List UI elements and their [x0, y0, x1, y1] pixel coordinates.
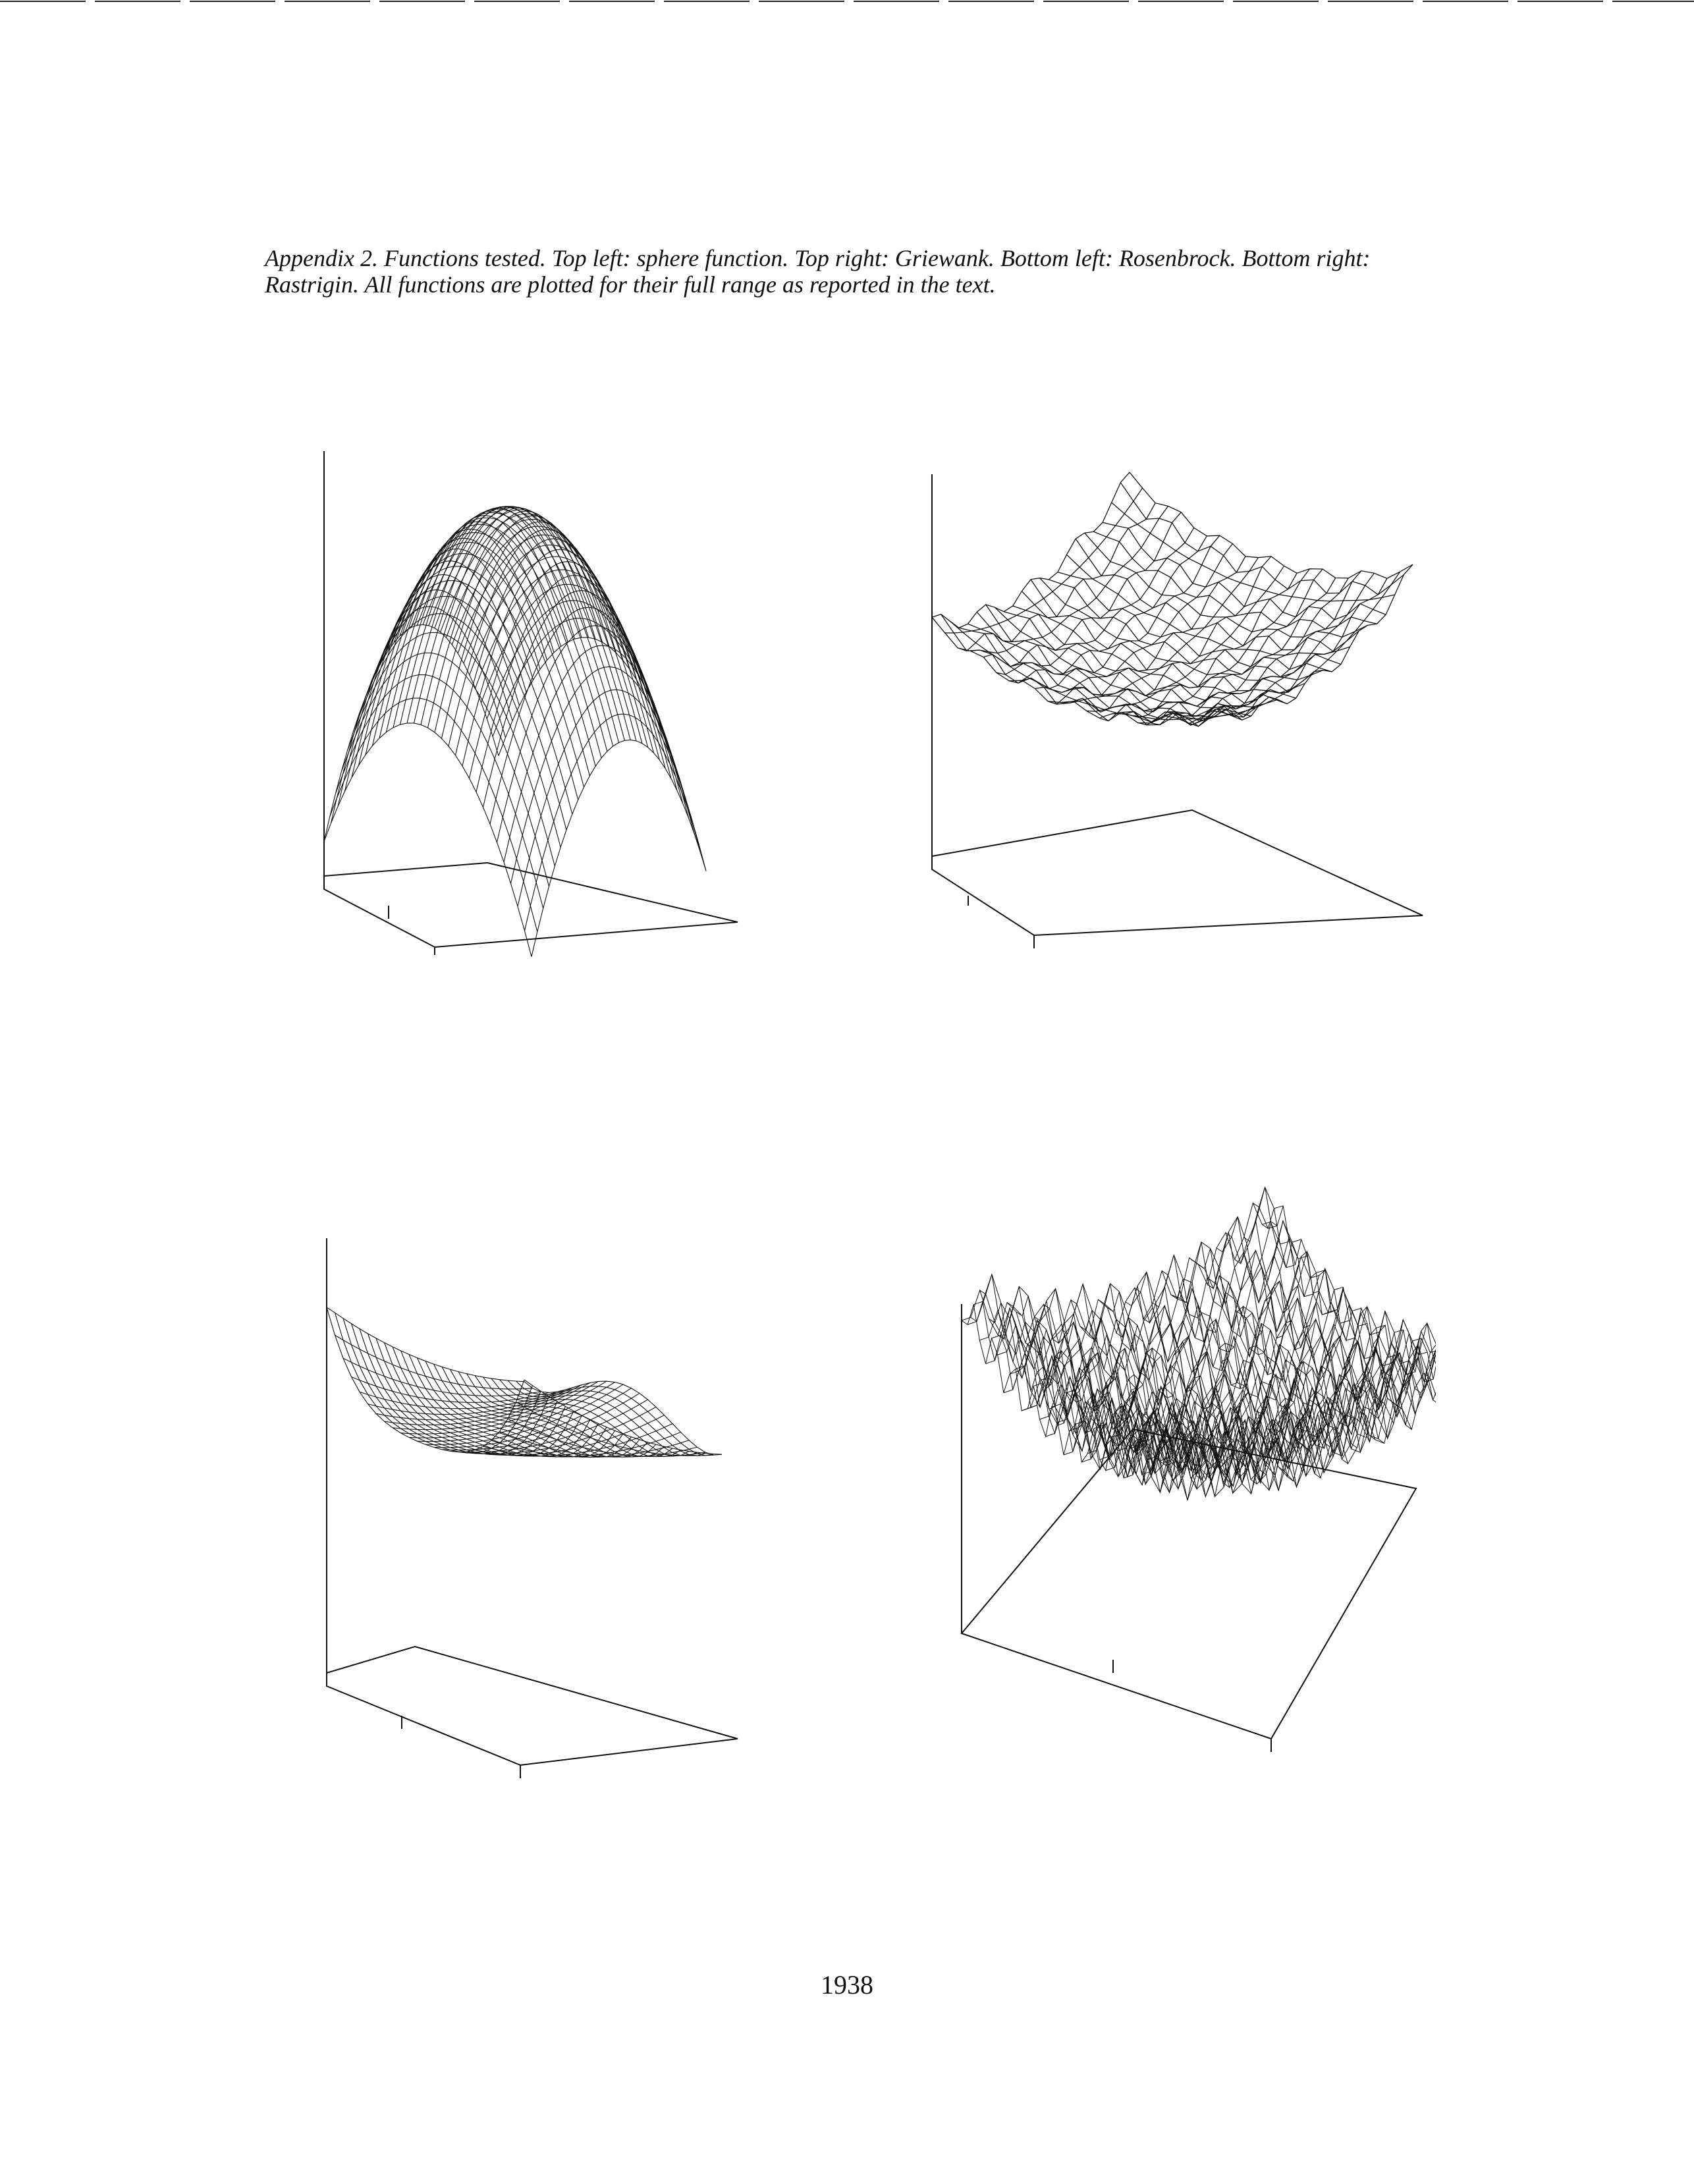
- axes-frame: [327, 1238, 738, 1778]
- mesh-line: [442, 1367, 640, 1457]
- mesh-line: [1215, 564, 1413, 720]
- mesh-line: [382, 542, 589, 776]
- mesh-line: [986, 605, 1269, 717]
- mesh-line: [499, 638, 706, 871]
- mesh-line: [327, 1307, 524, 1382]
- mesh-line: [343, 1358, 541, 1396]
- mesh-line: [1103, 522, 1386, 620]
- base-plane: [327, 1647, 738, 1765]
- mesh-line: [1271, 1206, 1436, 1379]
- mesh-line: [376, 1338, 574, 1456]
- mesh-line: [1112, 569, 1310, 718]
- mesh-line: [327, 1307, 524, 1452]
- mesh-line: [941, 614, 1224, 726]
- mesh-line: [1031, 580, 1314, 692]
- mesh-line: [1130, 472, 1413, 578]
- mesh-line: [423, 506, 630, 740]
- mesh-line: [511, 667, 686, 883]
- mesh-line: [950, 621, 1233, 720]
- base-plane: [932, 810, 1423, 935]
- top-dashed-rule: [0, 0, 1694, 4]
- mesh-line: [338, 589, 512, 806]
- mesh-line: [1004, 612, 1287, 709]
- mesh-line: [417, 507, 624, 741]
- surface-mesh: [327, 1307, 722, 1457]
- mesh-line: [336, 675, 543, 909]
- mesh-line: [962, 1203, 1271, 1343]
- mesh-line: [525, 714, 699, 931]
- mesh-line: [401, 1351, 599, 1457]
- mesh-line: [516, 1402, 714, 1456]
- surface-mesh: [932, 472, 1413, 726]
- axes-frame: [932, 474, 1423, 948]
- rosenbrock-function-plot: [303, 1225, 777, 1785]
- mesh-line: [1085, 533, 1368, 637]
- mesh-line: [371, 566, 578, 800]
- base-plane: [962, 1429, 1416, 1739]
- mesh-line: [353, 614, 560, 848]
- sphere-function-plot: [303, 435, 777, 975]
- mesh-line: [971, 1301, 1175, 1475]
- mesh-line: [945, 488, 1143, 633]
- mesh-line: [490, 607, 665, 824]
- griewank-function-plot: [909, 461, 1449, 962]
- mesh-line: [995, 607, 1278, 708]
- mesh-line: [958, 503, 1155, 651]
- mesh-line: [476, 575, 651, 792]
- mesh-line: [497, 626, 672, 842]
- mesh-line: [532, 740, 706, 956]
- mesh-line: [493, 618, 700, 852]
- mesh-line: [483, 591, 658, 807]
- mesh-line: [418, 1358, 615, 1458]
- mesh-line: [1048, 557, 1245, 704]
- mesh-line: [385, 1343, 582, 1456]
- mesh-line: [1112, 503, 1395, 601]
- mesh-line: [971, 506, 1168, 653]
- mesh-line: [481, 584, 689, 818]
- figure-caption: Appendix 2. Functions tested. Top left: sphere function. Top right: Griewank. Bottom left: Rosenbrock. Bottom right: Rastrigin. All functions are plotted for their full range as reported in the text.: [265, 245, 1371, 298]
- surface-mesh: [962, 1188, 1436, 1500]
- mesh-line: [1120, 483, 1404, 595]
- mesh-line: [1049, 580, 1332, 677]
- rastrigin-function-plot: [909, 1186, 1436, 1765]
- page-number: 1938: [821, 1970, 873, 2000]
- surface-mesh: [324, 506, 706, 957]
- mesh-line: [504, 645, 678, 862]
